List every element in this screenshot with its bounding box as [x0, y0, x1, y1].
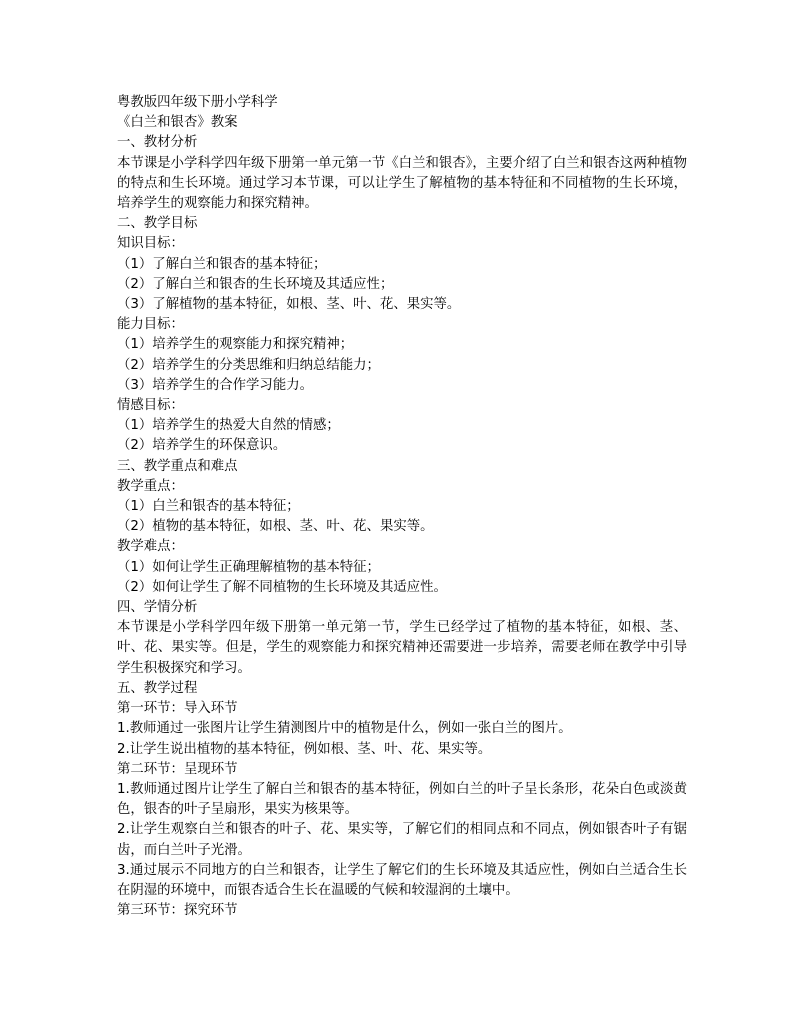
list-item: （2）培养学生的分类思维和归纳总结能力；: [117, 357, 380, 373]
difficulty-label: 教学难点：: [117, 539, 184, 555]
list-item: （2）植物的基本特征，如根、茎、叶、花、果实等。: [117, 519, 434, 535]
list-item: （2）培养学生的环保意识。: [117, 438, 287, 454]
list-item: （3）培养学生的合作学习能力。: [117, 377, 313, 393]
list-item: （3）了解植物的基本特征，如根、茎、叶、花、果实等。: [117, 297, 461, 313]
list-item: （1）白兰和银杏的基本特征；: [117, 499, 300, 515]
section-heading-2: 二、教学目标: [117, 216, 198, 232]
step-1-label: 第一环节：导入环节: [117, 701, 238, 717]
list-item: （1）培养学生的热爱大自然的情感；: [117, 418, 340, 434]
list-item: 3.通过展示不同地方的白兰和银杏，让学生了解它们的生长环境及其适应性，例如白兰适合生长在阴湿的环境中，而银杏适合生长在温暖的气候和较湿润的土壤中。: [117, 862, 687, 898]
list-item: （1）了解白兰和银杏的基本特征；: [117, 256, 327, 272]
key-points-label: 教学重点：: [117, 478, 184, 494]
list-item: 1.教师通过一张图片让学生猜测图片中的植物是什么，例如一张白兰的图片。: [117, 721, 572, 737]
knowledge-goals-label: 知识目标：: [117, 236, 184, 252]
step-2-label: 第二环节：呈现环节: [117, 761, 238, 777]
section-4-text: 本节课是小学科学四年级下册第一单元第一节，学生已经学过了植物的基本特征，如根、茎、叶、花、果实等。但是，学生的观察能力和探究精神还需要进一步培养，需要老师在教学中引导学生积极探究和学习。: [117, 620, 687, 676]
list-item: 2.让学生观察白兰和银杏的叶子、花、果实等，了解它们的相同点和不同点，例如银杏叶子有锯齿，而白兰叶子光滑。: [117, 822, 687, 858]
section-heading-1: 一、教材分析: [117, 135, 198, 151]
doc-title: 粤教版四年级下册小学科学: [117, 95, 278, 110]
step-3-label: 第三环节：探究环节: [117, 903, 238, 919]
section-1-text: 本节课是小学科学四年级下册第一单元第一节《白兰和银杏》，主要介绍了白兰和银杏这两种植物的特点和生长环境。通过学习本节课，可以让学生了解植物的基本特征和不同植物的生长环境，培养学生的观察能力和探究精神。: [117, 155, 687, 212]
section-heading-5: 五、教学过程: [117, 680, 198, 696]
section-heading-4: 四、学情分析: [117, 600, 198, 616]
list-item: 2.让学生说出植物的基本特征，例如根、茎、叶、花、果实等。: [117, 741, 492, 757]
document-page: [117, 93, 687, 921]
emotion-goals-label: 情感目标：: [117, 398, 184, 414]
list-item: （1）如何让学生正确理解植物的基本特征；: [117, 559, 380, 575]
list-item: （2）了解白兰和银杏的生长环境及其适应性；: [117, 276, 394, 292]
list-item: （2）如何让学生了解不同植物的生长环境及其适应性。: [117, 579, 447, 595]
list-item: （1）培养学生的观察能力和探究精神；: [117, 337, 354, 353]
doc-subtitle: 《白兰和银杏》教案: [117, 115, 238, 131]
ability-goals-label: 能力目标：: [117, 317, 184, 333]
section-heading-3: 三、教学重点和难点: [117, 458, 238, 474]
list-item: 1.教师通过图片让学生了解白兰和银杏的基本特征，例如白兰的叶子呈长条形，花朵白色或淡黄色，银杏的叶子呈扇形，果实为核果等。: [117, 781, 687, 818]
